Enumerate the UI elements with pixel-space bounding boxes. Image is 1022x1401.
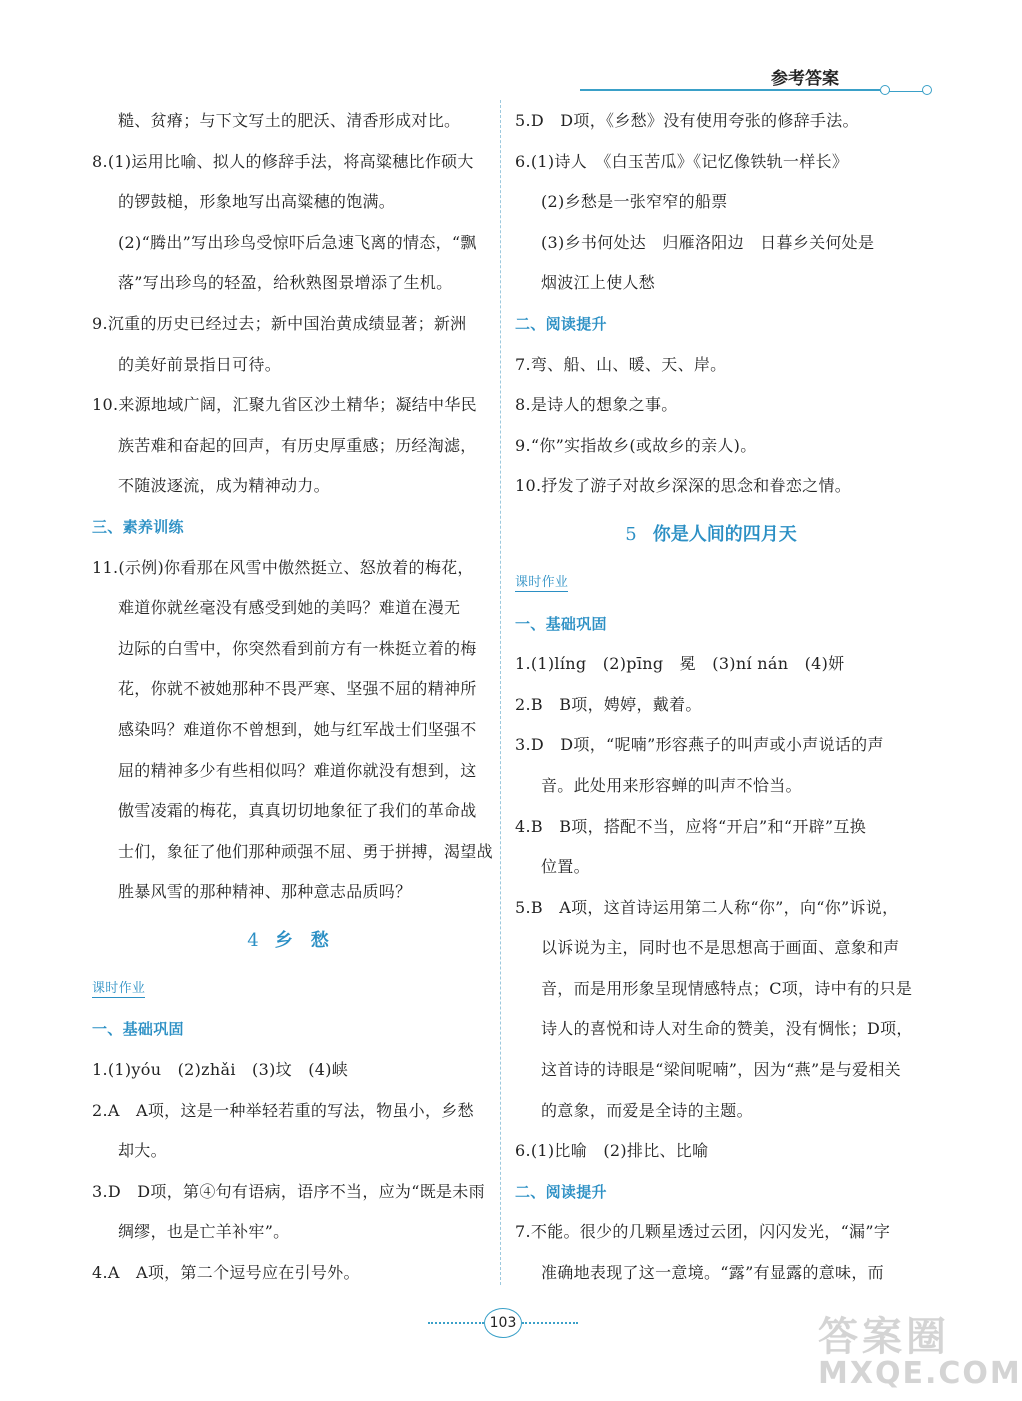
footer-dots-right xyxy=(522,1322,578,1324)
homework-label-text: 课时作业 xyxy=(92,980,146,996)
column-divider xyxy=(500,100,501,1285)
answer-line: 4.B B项，搭配不当，应将“开启”和“开辟”互换 xyxy=(515,816,867,836)
answer-line: 5.D D项，《乡愁》没有使用夸张的修辞手法。 xyxy=(515,111,859,130)
answer-line: 6.(1)比喻 (2)排比、比喻 xyxy=(515,1141,709,1161)
answer-line: 1.(1)yóu (2)zhǎi (3)坟 (4)峡 xyxy=(92,1060,349,1080)
header-dot-icon xyxy=(880,85,890,95)
lesson-number: 4 xyxy=(247,929,259,951)
section-heading: 一、基础巩固 xyxy=(515,614,607,633)
header-dot-icon xyxy=(922,85,932,95)
answer-line: 族苦难和奋起的回声，有历史厚重感；历经淘滤， xyxy=(118,435,477,455)
homework-label-text: 课时作业 xyxy=(515,574,569,590)
answer-line: 音。此处用来形容蝉的叫声不恰当。 xyxy=(541,775,802,795)
answer-line: 4.A A项，第二个逗号应在引号外。 xyxy=(92,1263,360,1283)
answer-line: 边际的白雪中，你突然看到前方有一株挺立着的梅 xyxy=(118,638,477,658)
section-heading: 二、阅读提升 xyxy=(515,1182,607,1201)
answer-line: 6.(1)诗人 《白玉苦瓜》《记忆像铁轨一样长》 xyxy=(515,151,849,171)
answer-line: 音，而是用形象呈现情感特点；C项，诗中有的只是 xyxy=(541,978,913,998)
answer-line: (3)乡书何处达 归雁洛阳边 日暮乡关何处是 xyxy=(541,232,875,252)
right-column xyxy=(515,101,913,1294)
answer-line: 10.来源地域广阔，汇聚九省区沙土精华；凝结中华民 xyxy=(92,395,477,415)
answer-line: 落”写出珍鸟的轻盈，给秋熟图景增添了生机。 xyxy=(118,273,453,293)
lesson-title xyxy=(515,507,907,563)
answer-line: 难道你就丝毫没有感受到她的美吗？难道在漫无 xyxy=(118,598,461,618)
answer-line: 的锣鼓槌，形象地写出高粱穗的饱满。 xyxy=(118,192,396,212)
answer-line: 胜暴风雪的那种精神、那种意志品质吗？ xyxy=(118,882,412,902)
answer-line: 7.不能。很少的几颗星透过云团，闪闪发光，“漏”字 xyxy=(515,1222,891,1242)
section-heading: 二、阅读提升 xyxy=(515,314,607,333)
answer-line: 烟波江上使人愁 xyxy=(541,273,656,293)
answer-line: 糙、贫瘠；与下文写土的肥沃、清香形成对比。 xyxy=(118,111,461,130)
section-heading: 一、基础巩固 xyxy=(92,1020,184,1039)
answer-line: 1.(1)líng (2)pīng 冕 (3)ní nán (4)妍 xyxy=(515,654,845,674)
answer-line: 傲雪凌霜的梅花，真真切切地象征了我们的革命战 xyxy=(118,801,477,821)
answer-line: 却大。 xyxy=(118,1141,167,1161)
answer-line: 感染吗？难道你不曾想到，她与红军战士们坚强不 xyxy=(118,719,477,739)
header-title: 参考答案 xyxy=(771,69,839,89)
answer-line: 不随波逐流，成为精神动力。 xyxy=(118,476,330,496)
watermark xyxy=(818,1305,1022,1391)
answer-line: 绸缪，也是亡羊补牢”。 xyxy=(118,1222,290,1242)
answer-line: 8.(1)运用比喻、拟人的修辞手法，将高粱穗比作硕大 xyxy=(92,151,474,171)
answer-line: 以诉说为主，同时也不是思想高于画面、意象和声 xyxy=(541,938,900,958)
lesson-name: 乡 愁 xyxy=(274,929,329,951)
answer-line: 位置。 xyxy=(541,857,590,877)
lesson-number: 5 xyxy=(625,523,637,545)
watermark-logo-text: 答案圈 xyxy=(818,1314,950,1360)
answer-line: 诗人的喜悦和诗人对生命的赞美，没有惆怅；D项， xyxy=(541,1019,913,1039)
lesson-name: 你是人间的四月天 xyxy=(652,523,797,545)
answer-line: 8.是诗人的想象之事。 xyxy=(515,395,678,415)
answer-line: 7.弯、船、山、暖、天、岸。 xyxy=(515,354,727,374)
answer-line: 3.D D项，“呢喃”形容燕子的叫声或小声说话的声 xyxy=(515,735,884,755)
answer-line: 2.A A项，这是一种举轻若重的写法，物虽小，乡愁 xyxy=(92,1100,474,1120)
answer-line: 的美好前景指日可待。 xyxy=(118,354,282,374)
header-rule xyxy=(580,89,880,91)
homework-label xyxy=(515,563,907,604)
watermark-url: MXQE.COM xyxy=(818,1356,1022,1391)
answer-line: 花，你就不被她那种不畏严寒、坚强不屈的精神所 xyxy=(118,679,477,699)
footer-dots-left xyxy=(428,1322,484,1324)
answer-line: 9.沉重的历史已经过去；新中国治黄成绩显著；新洲 xyxy=(92,313,467,333)
page-number: 103 xyxy=(484,1308,522,1338)
answer-line: 这首诗的诗眼是“梁间呢喃”，因为“燕”是与爱相关 xyxy=(541,1060,901,1080)
homework-label xyxy=(92,969,484,1010)
answer-line: 5.B A项，这首诗运用第二人称“你”，向“你”诉说， xyxy=(515,897,899,917)
answer-line: 11.(示例)你看那在风雪中傲然挺立、怒放着的梅花， xyxy=(92,557,474,577)
page-footer xyxy=(428,1308,578,1338)
answer-line: 3.D D项，第④句有语病，语序不当，应为“既是未雨 xyxy=(92,1181,485,1201)
answer-line: (2)乡愁是一张窄窄的船票 xyxy=(541,192,728,212)
answer-line: 准确地表现了这一意境。“露”有显露的意味，而 xyxy=(541,1263,884,1283)
answer-line: 10.抒发了游子对故乡深深的思念和眷恋之情。 xyxy=(515,476,852,496)
answer-line: 的意象，而爱是全诗的主题。 xyxy=(541,1100,753,1120)
answer-line: 9.“你”实指故乡(或故乡的亲人)。 xyxy=(515,435,757,455)
answer-line: 士们，象征了他们那种顽强不屈、勇于拼搏，渴望战 xyxy=(118,841,493,861)
answer-line: 屈的精神多少有些相似吗？难道你就没有想到，这 xyxy=(118,760,477,780)
lesson-title xyxy=(92,913,484,969)
left-column xyxy=(92,101,493,1294)
answer-line: 2.B B项，娉婷，戴着。 xyxy=(515,694,702,714)
section-heading: 三、素养训练 xyxy=(92,517,184,536)
answer-line: (2)“腾出”写出珍鸟受惊吓后急速飞离的情态，“飘 xyxy=(118,232,477,252)
